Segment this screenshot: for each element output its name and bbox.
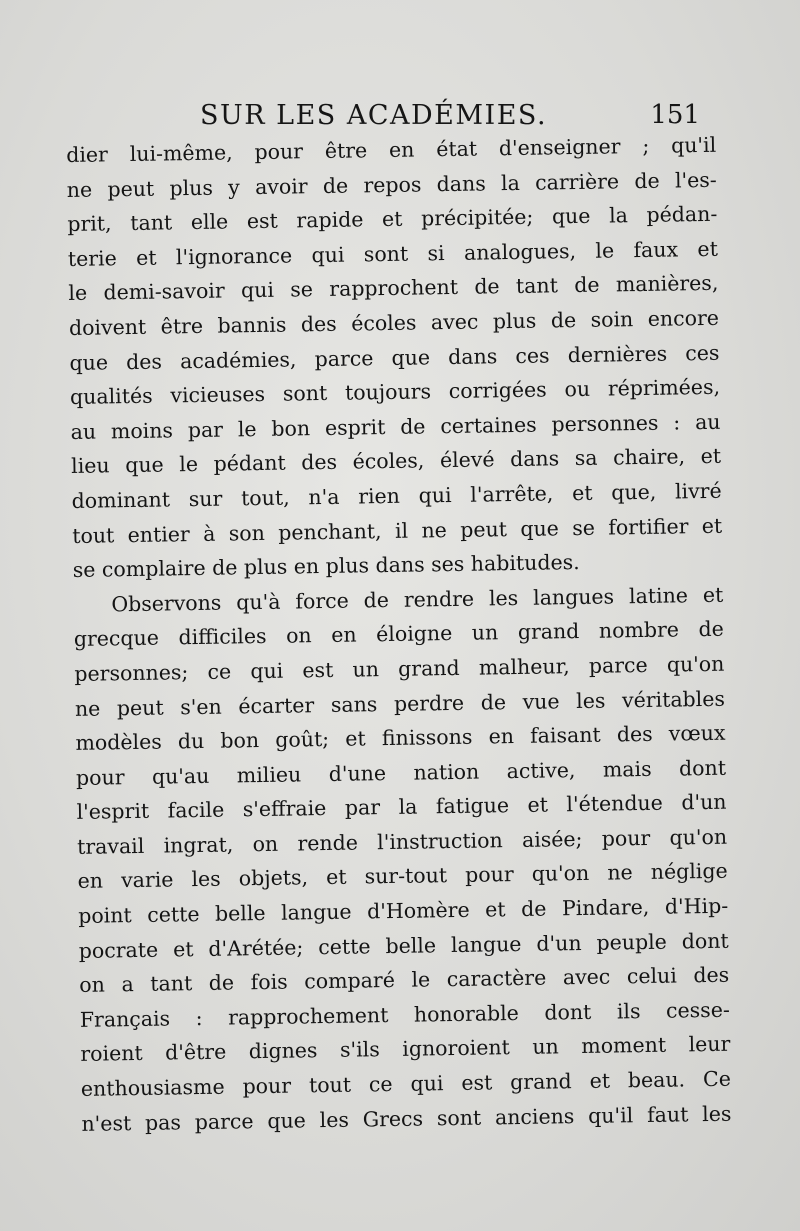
text-line: roient d'être dignes s'ils ignoroient un moment leur [80,1032,731,1067]
text-line: n'est pas parce que les Grecs sont anciens qu'il faut les [81,1101,732,1136]
text-line: qualités vicieuses sont toujours corrigées ou réprimées, [69,374,721,410]
text-line: doivent être bannis des écoles avec plus de soin encore [68,305,720,340]
text-line: dier lui-même, pour être en état d'enseigner ; qu'il [66,132,717,167]
text-line: se complaire de plus en plus dans ses habitudes. [72,550,580,583]
page-number: 151 [650,100,700,130]
text-line: que des académies, parce que dans ces dernières ces [69,340,720,375]
text-line: dominant sur tout, n'a rien qui l'arrête, et que, livré [71,478,722,513]
running-title: SUR LES ACADÉMIES. [200,100,548,131]
text-line: lieu que le pédant des écoles, élevé dans sa chaire, et [70,444,722,479]
text-line: enthousiasme pour tout ce qui est grand et beau. Ce [80,1066,732,1101]
text-line: au moins par le bon esprit de certaines personnes : au [70,409,721,444]
text-line: pocrate et d'Arétée; cette belle langue d'un peuple dont [78,928,729,963]
text-line: l'esprit facile s'effraie par la fatigue et l'étendue d'un [76,789,727,825]
text-line: on a tant de fois comparé le caractère avec celui des [79,962,730,998]
text-line: point cette belle langue d'Homère et de Pindare, d'Hip- [78,893,729,928]
text-line: pour qu'au milieu d'une nation active, mais dont [75,755,727,790]
text-line: personnes; ce qui est un grand malheur, parce qu'on [74,651,725,686]
text-line: modèles du bon goût; et finissons en faisant des vœux [75,720,726,756]
paragraph-2 [73,577,732,1141]
text-line: terie et l'ignorance qui sont si analogues, le faux et [67,236,719,271]
text-line: grecque difficiles on en éloigne un grand nombre de [73,617,724,652]
text-line: travail ingrat, on rende l'instruction aisée; pour qu'on [76,824,728,859]
text-line: Observons qu'à force de rendre les langues latine et [111,582,724,617]
text-line: ne peut plus y avoir de repos dans la carrière de l'es- [66,167,717,202]
text-line: en varie les objets, et sur-tout pour qu'on ne néglige [77,859,728,894]
text-line: Français : rapprochement honorable dont ils cesse- [79,997,730,1032]
text-line: tout entier à son penchant, il ne peut que se fortifier et [72,513,723,548]
paragraph-1 [66,128,723,588]
text-line: prit, tant elle est rapide et précipitée; que la pédan- [67,201,718,237]
body-text [66,128,732,1141]
text-line: le demi-savoir qui se rapprochent de tant de manières, [68,271,719,306]
text-line: ne peut s'en écarter sans perdre de vue les véritables [74,686,726,721]
